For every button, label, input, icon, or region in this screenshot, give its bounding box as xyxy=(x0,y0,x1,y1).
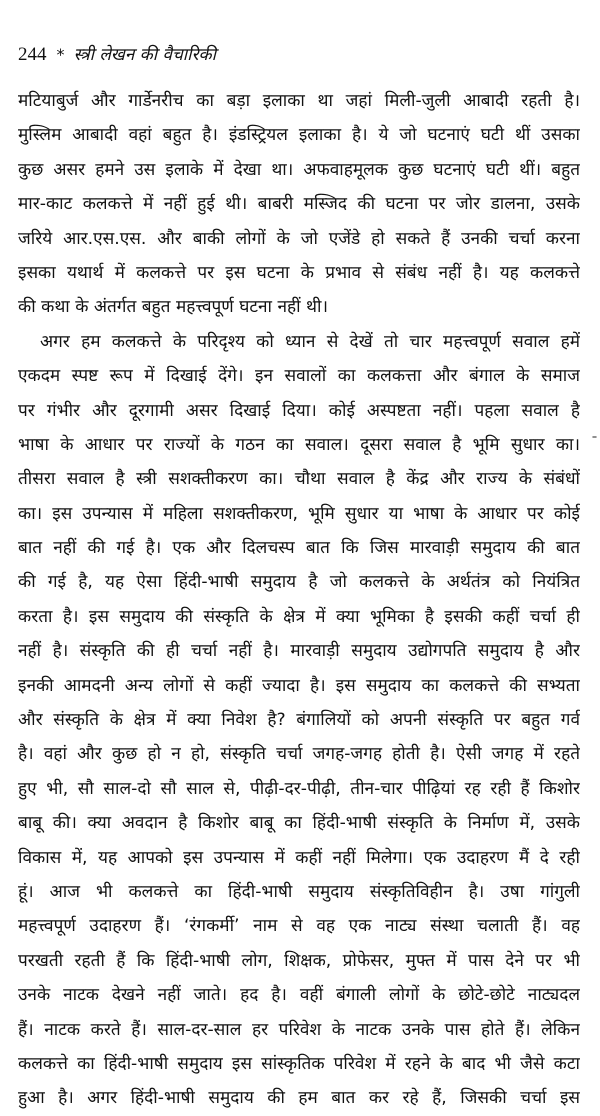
page-number: 244 xyxy=(18,44,47,65)
text-line: कलकत्ते का हिंदी-भाषी समुदाय इस सांस्कृतिक परिवेश में रहने के बाद भी जैसे कटा xyxy=(18,1053,580,1074)
running-header xyxy=(18,42,216,67)
text-line: की गई है, यह ऐसा हिंदी-भाषी समुदाय है जो कलकत्ते के अर्थतंत्र को नियंत्रित xyxy=(18,572,580,593)
text-line: मुस्लिम आबादी वहां बहुत है। इंडस्ट्रियल इलाका है। ये जो घटनाएं घटी थीं उसका xyxy=(18,125,580,146)
text-line: अगर हम कलकत्ते के परिदृश्य को ध्यान से देखें तो चार महत्त्वपूर्ण सवाल हमें xyxy=(40,331,580,352)
text-line: हूं। आज भी कलकत्ते का हिंदी-भाषी समुदाय संस्कृतिविहीन है। उषा गांगुली xyxy=(18,881,580,902)
text-line: तीसरा सवाल है स्त्री सशक्तीकरण का। चौथा सवाल है केंद्र और राज्य के संबंधों xyxy=(18,469,580,490)
text-line: इसका यथार्थ में कलकत्ते पर इस घटना के प्रभाव से संबंध नहीं है। यह कलकत्ते xyxy=(18,262,580,283)
text-line: है। वहां और कुछ हो न हो, संस्कृति चर्चा जगह-जगह होती है। ऐसी जगह में रहते xyxy=(18,744,580,765)
text-line: इनकी आमदनी अन्य लोगों से कहीं ज्यादा है। इस समुदाय का कलकत्ते की सभ्यता xyxy=(18,675,580,696)
text-line: भाषा के आधार पर राज्यों के गठन का सवाल। दूसरा सवाल है भूमि सुधार का। xyxy=(18,434,580,455)
text-line: करता है। इस समुदाय की संस्कृति के क्षेत्र में क्या भूमिका है इसकी कहीं चर्चा ही xyxy=(18,606,580,627)
text-line: मटियाबुर्ज और गार्डेनरीच का बड़ा इलाका था जहां मिली-जुली आबादी रहती है। xyxy=(18,91,580,111)
text-line: हैं। नाटक करते हैं। साल-दर-साल हर परिवेश के नाटक उनके पास होते हैं। लेकिन xyxy=(18,1019,580,1040)
text-line: और संस्कृति के क्षेत्र में क्या निवेश है? बंगालियों को अपनी संस्कृति पर बहुत गर्व xyxy=(18,710,580,731)
text-line: बाबू की। क्या अवदान है किशोर बाबू का हिंदी-भाषी संस्कृति के निर्माण में, उसके xyxy=(18,813,580,834)
text-line: महत्त्वपूर्ण उदाहरण हैं। ‘रंगकर्मी’ नाम से वह एक नाट्य संस्था चलाती हैं। वह xyxy=(18,916,580,937)
text-line: परखती रहती हैं कि हिंदी-भाषी लोग, शिक्षक, प्रोफेसर, मुफ्त में पास देने पर भी xyxy=(18,950,580,971)
text-line: पर गंभीर और दूरगामी असर दिखाई दिया। कोई अस्पष्टता नहीं। पहला सवाल है xyxy=(18,400,580,421)
text-line: उनके नाटक देखने नहीं जाते। हद है। वहीं बंगाली लोगों के छोटे-छोटे नाट्यदल xyxy=(18,985,580,1006)
header-separator: * xyxy=(56,45,65,64)
text-line: मार-काट कलकत्ते में नहीं हुई थी। बाबरी मस्जिद की घटना पर जोर डालना, उसके xyxy=(18,194,580,215)
text-line: का। इस उपन्यास में महिला सशक्तीकरण, भूमि सुधार या भाषा के आधार पर कोई xyxy=(18,503,580,524)
text-line: जरिये आर.एस.एस. और बाकी लोगों के जो एजेंडे हो सकते हैं उनकी चर्चा करना xyxy=(18,228,580,249)
text-line: बात नहीं की गई है। एक और दिलचस्प बात कि जिस मारवाड़ी समुदाय की बात xyxy=(18,538,580,559)
text-line: हुए भी, सौ साल-दो सौ साल से, पीढ़ी-दर-पीढ़ी, तीन-चार पीढ़ियां रह रही हैं किशोर xyxy=(18,778,580,799)
text-line: हुआ है। अगर हिंदी-भाषी समुदाय की हम बात कर रहे हैं, जिसकी चर्चा इस xyxy=(18,1088,580,1109)
text-line: एकदम स्पष्ट रूप में दिखाई देंगे। इन सवालों का कलकत्ता और बंगाल के समाज xyxy=(18,366,580,387)
text-line: की कथा के अंतर्गत बहुत महत्त्वपूर्ण घटना नहीं थी। xyxy=(18,297,328,318)
margin-mark: ˉ xyxy=(591,435,598,451)
running-title: स्त्री लेखन की वैचारिकी xyxy=(73,45,216,65)
text-line: कुछ असर हमने उस इलाके में देखा था। अफवाहमूलक कुछ घटनाएं घटी थीं। बहुत xyxy=(18,159,580,180)
text-line: नहीं है। संस्कृति की ही चर्चा नहीं है। मारवाड़ी समुदाय उद्योगपति समुदाय है और xyxy=(18,641,580,662)
body-text xyxy=(18,84,580,1116)
text-line: विकास में, यह आपको इस उपन्यास में कहीं नहीं मिलेगा। एक उदाहरण मैं दे रही xyxy=(18,847,580,868)
